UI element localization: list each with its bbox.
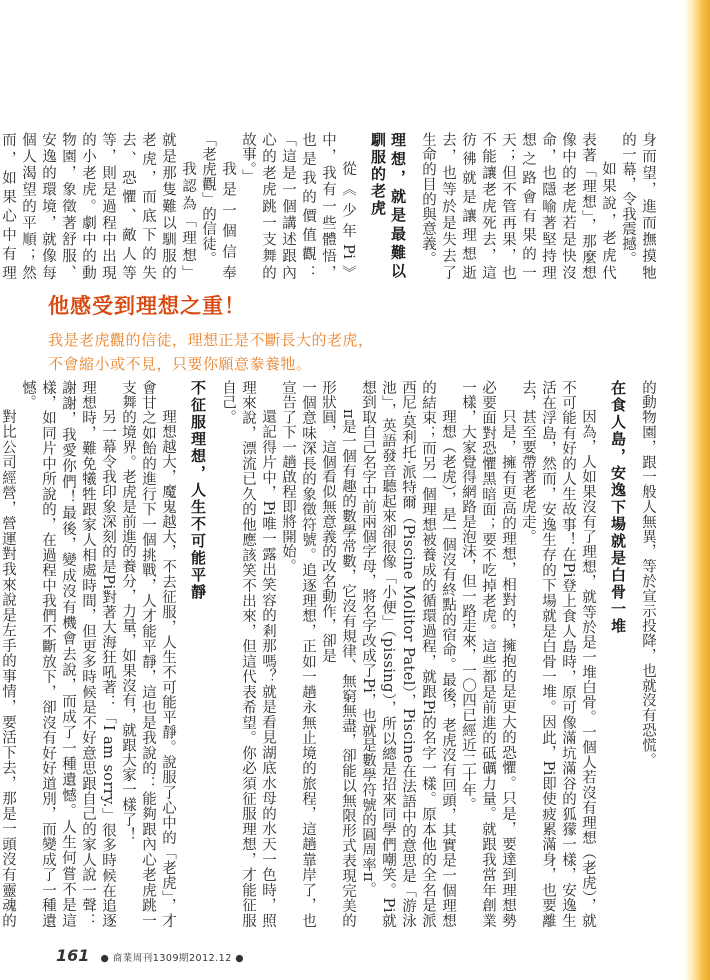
paragraph: 理想越大，魔鬼越大，不去征服，人生不可能平靜。說服了心中的「老虎」，才會甘之如飴的進行下一個挑戰，人才能平靜，這也是我說的：能夠跟內心老虎跳一支舞的境界。老虎是前進的養分，力量，如果沒有，就跟大家一樣了！ <box>120 380 176 928</box>
paragraph: 從《少年Pi》中，我有一些體悟，也是我的價值觀：「這是一個講述跟內心的老虎跳一支舞的故事。」 <box>240 132 356 280</box>
paragraph: 理想（老虎），是一個沒有終點的宿命。最後，老虎沒有回頭，其實是一個理想的結束；而另一個理想被養成的循環過程，就跟Pi的名字一樣。原本他的全名是派西尼‧莫利托‧派特爾（Piscine Molitor Patel），Piscine在法語中的意思是「游泳池」，英語發音聽起來卻很像「小便」（pissing），所以總是招來同學們嘲笑。Pi就想到取自己名字中前兩個字母，將名字改成了Pi，也就是數學符號的圓周率π。 <box>360 380 456 928</box>
page-footer <box>56 946 244 965</box>
article-bottom-block <box>0 380 658 928</box>
paragraph: 身而望，進而撫摸牠的一幕，令我震撼。 <box>620 132 656 280</box>
section-heading: 理想，就是最難以馴服的老虎 <box>369 132 407 280</box>
pull-quote <box>48 290 408 376</box>
paragraph: π是一個有趣的數學常數，它沒有規律、無窮無盡，卻能以無限形式表現完美的形狀圓，這個看似無意義的改名動作，卻是 <box>320 380 356 928</box>
paragraph: 我是一個信奉「老虎觀」的信徒。 <box>200 132 236 280</box>
pull-quote-line: 不會縮小或不見，只要你願意豢養牠。 <box>48 355 312 373</box>
pull-quote-title: 他感受到理想之重！ <box>48 294 246 318</box>
paragraph: 只是，擁有更高的理想，相對的，擁抱的是更大的恐懼。只是，要達到理想勢必要面對恐懼黑暗面；要不吃掉老虎。這些都是前進的砥礪力量。就跟我當年創業一樣，大家覺得網路是泡沫，但一路走來，一〇四已經近二十年。 <box>460 380 516 928</box>
journal-info: ● 商業周刊1309期2012.12 ● <box>100 953 245 964</box>
paragraph: 一個意味深長的象徵符號。追逐理想，正如一趟永無止境的旅程，這趟靠岸了，也宣告了下一趟啟程即將開始。 <box>280 380 316 928</box>
paragraph: 另一幕令我印象深刻的是Pi對著大海狂吼著：「I am sorry.」很多時候在追逐理想時，難免犧牲跟家人相處時間，但更多時候是不好意思跟自己的家人說一聲：謝謝，我愛你們！最後，變成沒有機會去說，而成了一種遺憾。人生何嘗不是這樣，如同片中所說的，在過程中我們不斷放下，卻沒有好好道別，而變成了一種遺憾。 <box>20 380 116 928</box>
page-number: 161 <box>56 946 90 965</box>
paragraph: 還記得片中，Pi唯一露出笑容的剎那嗎？就是看見湖底水母的水天一色時，照理來說，漂流已久的他應該笑不出來，但這代表希望。你必須征服理想，才能征服自己。 <box>220 380 276 928</box>
paragraph: 因為，人如果沒有了理想，就等於是一堆白骨。一個人若沒有理想（老虎），就不可能有好的人生故事！在Pi登上食人島時，原可像滿坑滿谷的狐獴一樣，安逸生活在浮島，然而，安逸生存的下場就是白骨一堆。因此，Pi即使疲累滿身，也要離去，甚至要帶著老虎走。 <box>520 380 596 928</box>
paragraph: 如果說，老虎代表著「理想」，那麼想像中的老虎若是快沒命，也隱喻著堅持理想之路會有果的一天；但不管再果，也不能讓老虎死去，這彷彿就是讓理想逝去，也等於是失去了生命的目的與意義。 <box>420 132 616 280</box>
article-top-block <box>0 132 658 280</box>
paragraph: 我認為「理想」就是那隻難以馴服的老虎，而底下的失去、恐懼、敵人等等，則是過程中出現的小老虎。劇中的動物園，象徵著舒服、安逸的環境，就像每個人渴望的平順；然而，如果心中有理 <box>0 132 196 280</box>
paragraph: 對比公司經營，營運對我來說是左手的事情，要活下去，那是一頭沒有靈魂的 <box>0 409 16 928</box>
pull-quote-line: 我是老虎觀的信徒，理想正是不斷長大的老虎， <box>48 331 374 349</box>
gold-page-edge <box>684 0 710 980</box>
section-heading: 在食人島，安逸下場就是白骨一堆 <box>609 380 627 635</box>
paragraph: 的動物園，跟一般人無異，等於宣示投降，也就沒有恐慌。 <box>640 380 656 768</box>
section-heading: 不征服理想，人生不可能平靜 <box>189 380 207 601</box>
